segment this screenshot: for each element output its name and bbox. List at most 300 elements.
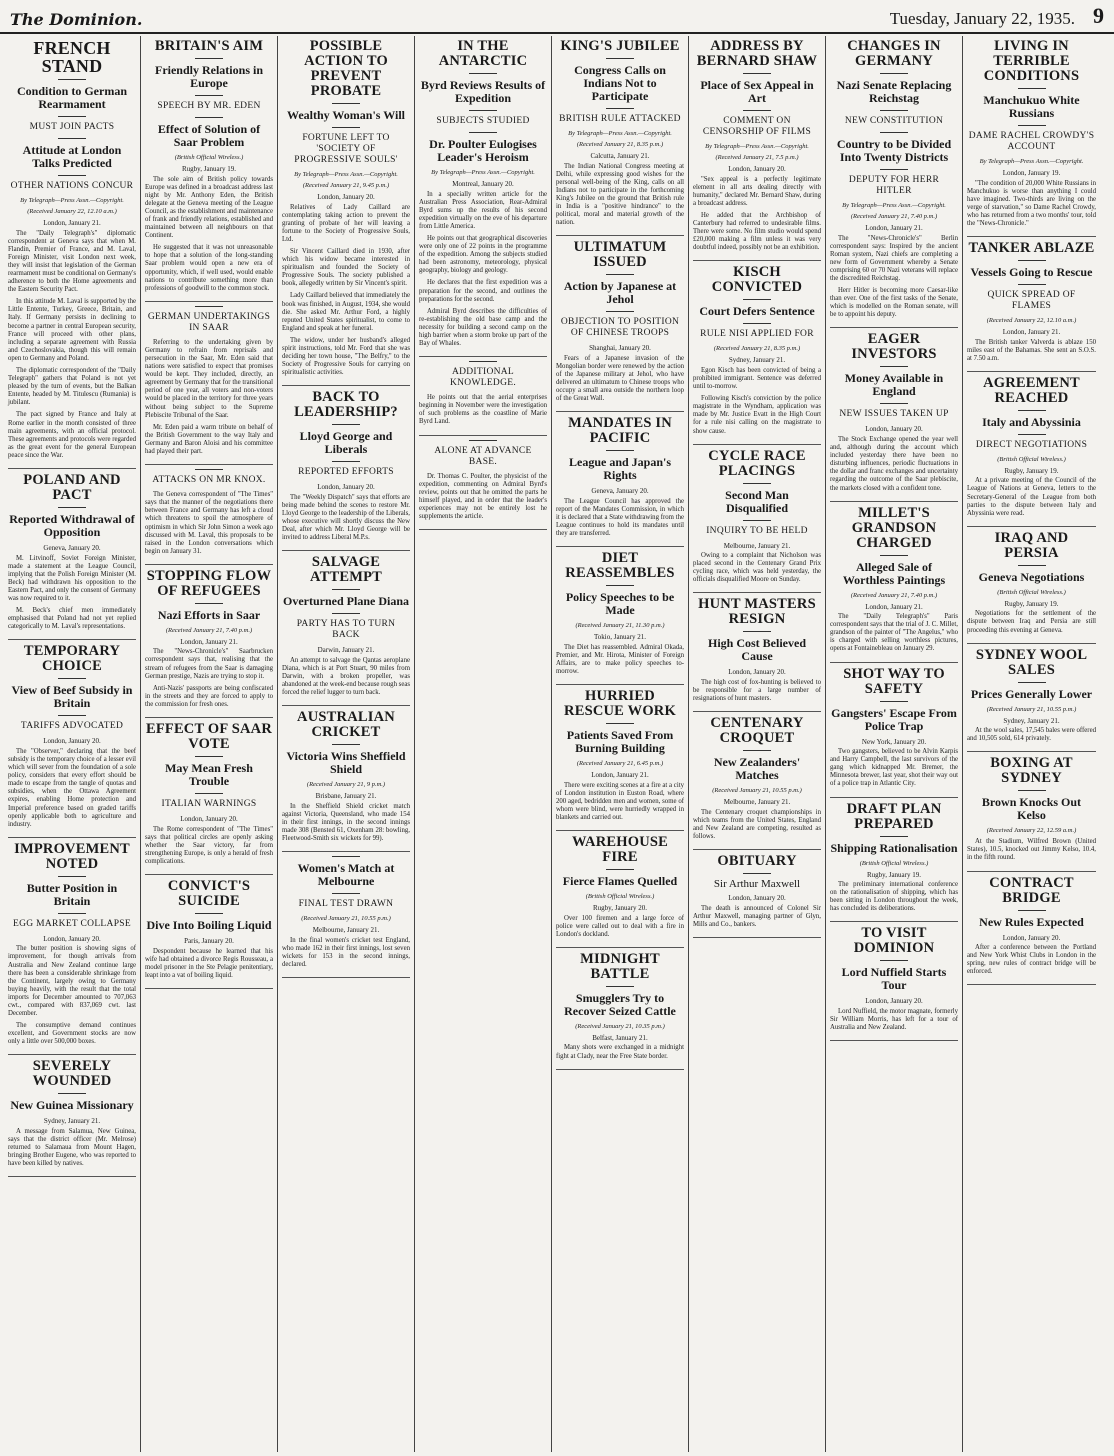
article (282, 39, 410, 386)
divider (58, 138, 86, 139)
divider (880, 132, 908, 133)
headline: FRENCH STAND (33, 38, 111, 76)
body-paragraph: The "Daily Telegraph's" diplomatic correspondent at Geneva says that when M. Flandin, Premier of France, and M. Laval, Foreign Minister, visit London next week, they will insist that legislation of the German rearmament must be conditional on Germany's adherence to both the Home agreements and the Eastern Security Pact. (8, 229, 136, 294)
body-paragraph: Lord Nuffield, the motor magnate, formerly Sir William Morris, has left for a tour of Australia and New Zealand. (830, 1007, 958, 1032)
dateline: Melbourne, January 21. (312, 926, 380, 935)
dateline: Shanghai, January 20. (589, 344, 651, 353)
section-deck: COMMENT ON CENSORSHIP OF FILMS (702, 116, 812, 137)
article (556, 952, 684, 1070)
dateline: Belfast, January 21. (592, 1033, 648, 1042)
article (967, 376, 1096, 527)
divider (58, 116, 86, 117)
body-paragraph: The high cost of fox-hunting is believed to be responsible for a large number of resignations of hunt masters. (693, 678, 821, 703)
wire-credit: By Telegraph—Press Assn.—Copyright. (568, 130, 672, 137)
subheadline: League and Japan's Rights (568, 455, 672, 483)
headline: WAREHOUSE FIRE (571, 834, 669, 866)
dateline: London, January 21. (180, 637, 238, 646)
wire-credit: (British Official Wireless.) (174, 154, 244, 161)
dateline: London, January 20. (317, 193, 375, 201)
section-deck: OBJECTION TO POSITION OF CHINESE TROOPS (560, 317, 680, 339)
subheadline: Dive Into Boiling Liquid (146, 918, 272, 932)
body-paragraph: M. Litvinoff, Soviet Foreign Minister, made a statement at the League Council, implying that the Polish Foreign Minister (M. Beck) had withdrawn his opposition to the Eastern Pact, and only the consent of Germany was now required to it. (8, 554, 136, 602)
subheadline: Reported Withdrawal of Opposition (9, 512, 135, 540)
subheadline: Lloyd George and Liberals (299, 429, 393, 457)
subheadline: Manchukuo White Russians (983, 93, 1080, 120)
wire-credit: By Telegraph—Press Assn.—Copyright. (294, 171, 398, 178)
dateline: London, January 21. (591, 771, 649, 780)
divider (1018, 260, 1046, 261)
article (967, 876, 1096, 986)
body-paragraph: The preliminary international conference on the rationalisation of shipping, which has been sitting in London throughout the week, has concluded its deliberations. (830, 881, 958, 913)
body-paragraph: Negotiations for the settlement of the dispute between Iraq and Persia are still proceeding this evening at Geneva. (967, 610, 1096, 634)
headline: AUSTRALIAN CRICKET (297, 709, 395, 741)
subheadline: Byrd Reviews Results of Expedition (420, 78, 546, 105)
article (830, 667, 958, 798)
dateline: Geneva, January 20. (591, 487, 649, 496)
headline: IRAQ AND PERSIA (994, 529, 1069, 561)
headline: TO VISIT DOMINION (853, 925, 935, 957)
subheadline: Italy and Abyssinia (982, 414, 1081, 429)
body-paragraph: "The condition of 20,000 White Russians in Manchukuo is worse than anything I could have imagined. Two-thirds are living on the verge of starvation," so Dame Rachel Crowdy, who has returned from a two months' tour, told the "News-Chronicle." (967, 179, 1096, 227)
received-time: (Received January 21, 10.35 p.m.) (575, 1022, 665, 1030)
received-time: (Received January 21, 8.35 p.m.) (576, 141, 664, 148)
section-deck: INQUIRY TO BE HELD (706, 525, 808, 536)
body-paragraph: In this attitude M. Laval is supported by the Little Entente, Turkey, Greece, Britain, and Italy. If Germany persists in declining to become a partner in central European security, France will proceed with other plans, including a separate agreement with Russia and Czechoslovakia, though this will remain open to Germany and Poland. (8, 298, 136, 362)
received-time: (Received January 21, 9.45 p.m.) (302, 182, 390, 189)
divider (606, 108, 634, 109)
article (967, 241, 1096, 372)
subheadline: Congress Calls on Indians Not to Participate (574, 63, 666, 103)
article (830, 506, 958, 663)
received-time: (Received January 21, 7.5 p.m.) (715, 154, 799, 161)
divider (606, 311, 634, 312)
dateline: London, January 19. (1002, 169, 1061, 177)
dateline: Geneva, January 20. (43, 544, 101, 553)
wire-credit: (British Official Wireless.) (997, 455, 1066, 463)
body-paragraph: In the Sheffield Shield cricket match against Victoria, Queensland, who made 154 in their first innings, in the second innings made 308 (Bensted 61, Oxenham 28: bowling, Fleetwood-Smith six wickets for 99). (282, 802, 410, 843)
section-deck: ALONE AT ADVANCE BASE. (434, 445, 532, 467)
headline: CONTRACT BRIDGE (989, 874, 1074, 906)
section-deck: OTHER NATIONS CONCUR (10, 181, 134, 191)
divider (469, 132, 497, 133)
dateline: London, January 20. (865, 425, 923, 434)
divider (1018, 434, 1046, 435)
divider (1018, 88, 1046, 89)
divider (469, 73, 497, 74)
headline: BACK TO LEADERSHIP? (294, 389, 398, 421)
subheadline: Place of Sex Appeal in Art (700, 78, 814, 105)
page-number: 9 (1093, 3, 1104, 28)
section-deck: QUICK SPREAD OF FLAMES (987, 290, 1076, 312)
dateline: London, January 21. (865, 224, 923, 232)
body-paragraph: Referring to the undertaking given by Germany to refrain from reprisals and persecution in the Saar, Mr. Eden said that nations were satisfied to expect that promises would be kept. They included, directly, an agreement by Germany that for the transitional period of one year, all voters and non-voters would be placed in the territory for three years without being subject to the Supreme Plebiscite Tribunal of the Saar. (145, 338, 273, 419)
divider (1018, 910, 1046, 911)
subheadline: Nazi Senate Replacing Reichstag (836, 78, 952, 105)
received-time: (Received January 21, 7.40 p.m.) (850, 591, 938, 599)
body-paragraph: The Rome correspondent of "The Times" says that political circles are openly asking whether the Saar victory, far from strengthening Europe, is only a herald of fresh complications. (145, 825, 273, 865)
dateline: London, January 21. (865, 602, 923, 611)
divider (880, 169, 908, 170)
body-paragraph: Over 100 firemen and a large force of police were called out to deal with a fire in London's dockland. (556, 914, 684, 938)
divider (743, 750, 771, 751)
body-paragraph: There were exciting scenes at a fire at a city of London institution in Euston Road, where 200 aged, bedridden men and women, some of whom were blind, were hurriedly wrapped in blankets and carried out. (556, 781, 684, 822)
divider (606, 986, 634, 987)
body-paragraph: An attempt to salvage the Qantas aeroplane Diana, which is at Port Stuart, 90 miles from Darwin, with a broken propeller, was abandoned at the week-end because rough seas forced the relief lugger to turn back. (282, 656, 410, 697)
section-deck: SPEECH BY MR. EDEN (157, 101, 261, 111)
subheadline: Condition to German Rearmament (16, 84, 127, 111)
divider (743, 299, 771, 300)
divider (332, 893, 360, 894)
dateline: London, January 21. (43, 219, 101, 227)
article (556, 689, 684, 831)
divider (743, 110, 771, 111)
divider (195, 913, 223, 914)
body-paragraph: Mr. Eden paid a warm tribute on behalf of the British Government to the way Italy and Germany and Baron Aloisi and his committee had played their part. (145, 423, 273, 456)
article (693, 39, 821, 261)
headline: SEVERELY WOUNDED (32, 1058, 112, 1090)
section-deck: ADDITIONAL KNOWLEDGE. (449, 367, 517, 389)
article (145, 306, 273, 465)
received-time: (Received January 21, 10.55 p.m.) (301, 915, 391, 923)
subheadline: Brown Knocks Out Kelso (981, 795, 1082, 823)
divider (606, 274, 634, 275)
article (830, 802, 958, 923)
dateline: Melbourne, January 21. (723, 798, 791, 807)
divider (606, 450, 634, 451)
body-paragraph: The "News-Chronicle's" Berlin correspondent says: Inspired by the ancient Roman system, Nazi chiefs are completing a new form of Government whereby a Senate comprising 60 or 70 Nazi veterans will replace the discredited Reichstag. (830, 234, 958, 282)
divider (58, 175, 86, 176)
headline: HUNT MASTERS RESIGN (698, 596, 816, 628)
column-2 (141, 36, 278, 1452)
divider (606, 58, 634, 59)
headline: STOPPING FLOW OF REFUGEES (146, 567, 272, 599)
body-paragraph: The consumptive demand continues excellent, and Government stocks are now only a little over 500,000 boxes. (8, 1022, 136, 1046)
dateline: Montreal, January 20. (452, 180, 514, 188)
divider (743, 873, 771, 874)
body-paragraph: The Centenary croquet championships in which teams from the United States, England and New Zealand are competing, resulted as follows. (693, 808, 821, 841)
divider (195, 306, 223, 307)
headline: AGREEMENT REACHED (983, 374, 1080, 406)
divider (880, 701, 908, 702)
subheadline: Fierce Flames Quelled (562, 874, 678, 889)
article (556, 551, 684, 685)
body-paragraph: At the wool sales, 17,545 bales were offered and 10,505 sold, 614 privately. (967, 727, 1096, 743)
article (693, 854, 821, 938)
article (419, 361, 547, 435)
headline: LIVING IN TERRIBLE CONDITIONS (983, 38, 1080, 84)
headline: POLAND AND PACT (23, 472, 121, 504)
dateline: Rugby, January 19. (867, 870, 921, 879)
divider (195, 756, 223, 757)
section-deck: FINAL TEST DRAWN (298, 899, 394, 910)
article (967, 756, 1096, 871)
body-paragraph: "Sex appeal is a perfectly legitimate element in all arts dealing directly with humanity," declared Mr. Bernard Shaw, during a broadcast address. (693, 175, 821, 207)
body-paragraph: He suggested that it was not unreasonable to hope that a solution of the long-standing Saar problem would open a new era of opportunity, which, if well used, would enable nations to contribute something more than professions of goodwill to the common stock. (145, 244, 273, 292)
received-time: (Received January 22, 12.59 a.m.) (986, 827, 1077, 835)
subheadline: Lord Nuffield Starts Tour (841, 965, 947, 993)
article (282, 856, 410, 978)
divider (880, 73, 908, 74)
body-paragraph: The butter position is showing signs of improvement, for though arrivals from Australia and New Zealand continue large there has been a considerable shrinkage from the Continent, largely owing to Germany buying heavily, with the result that the total imports for December amounted to 707,063 cwt., compared with 837,069 cwt. last December. (8, 945, 136, 1018)
received-time: (Received January 22, 12.10 a.m.) (27, 208, 117, 215)
body-paragraph: Dr. Thomas C. Poulter, the physicist of the expedition, commenting on Admiral Byrd's review, points out that he omitted the parts he himself played, and in order that the leader's experiences may not be entirely lost he supplements the article. (419, 472, 547, 521)
divider (332, 856, 360, 857)
subheadline: Court Defers Sentence (699, 304, 815, 319)
body-paragraph: A message from Salamua, New Guinea, says that the district officer (Mr. Melrose) returned to Salamaua from Mount Hagen, bringing Brother Eugene, who was reported to have been killed by natives. (8, 1127, 136, 1168)
subheadline: High Cost Believed Cause (708, 636, 806, 664)
section-deck: FORTUNE LEFT TO 'SOCIETY OF PROGRESSIVE SOULS' (294, 133, 398, 165)
dateline: Rugby, January 19. (182, 165, 236, 173)
divider (332, 461, 360, 462)
article (693, 265, 821, 444)
headline: MANDATES IN PACIFIC (568, 415, 672, 447)
body-paragraph: The death is announced of Colonel Sir Arthur Maxwell, managing partner of Glyn, Mills and Co., bankers. (693, 904, 821, 928)
headline: SALVAGE ATTEMPT (309, 554, 383, 586)
wire-credit: By Telegraph—Press Assn.—Copyright. (842, 202, 946, 209)
section-deck: NEW ISSUES TAKEN UP (839, 409, 949, 420)
column-3 (278, 36, 415, 1452)
headline: IMPROVEMENT NOTED (14, 840, 130, 872)
body-paragraph: Despondent because he learned that his wife had obtained a divorce Regis Rousseau, a model prisoner in the Ste Pelagie penitentiary, leapt into a vat of boiling liquid. (145, 947, 273, 979)
column-8 (963, 36, 1100, 1452)
divider (743, 520, 771, 521)
body-paragraph: Owing to a complaint that Nicholson was placed second in the Centenary Grand Prix cycling race, which was held yesterday, the officials disqualified Moore on Sunday. (693, 552, 821, 584)
subheadline: Overturned Plane Diana (283, 594, 409, 609)
subheadline: Shipping Rationalisation (830, 840, 958, 855)
body-paragraph: The sole aim of British policy towards Europe was defined in a broadcast address last night by Mr. Anthony Eden, the British delegate at the Geneva meeting of the League Council, as the establishment and maintenance of frank and friendly relations, established and maintained between all neighbours on that Continent. (145, 175, 273, 240)
article (145, 569, 273, 718)
dateline: Calcutta, January 21. (590, 152, 650, 160)
divider (880, 960, 908, 961)
body-paragraph: Admiral Byrd describes the difficulties of re-establishing the old base camp and the necessity for building a second camp on the high barrier when a storm broke up part of the Bay of Whales. (419, 307, 547, 348)
dateline: Melbourne, January 21. (723, 541, 791, 550)
wire-credit: (British Official Wireless.) (997, 588, 1066, 596)
body-paragraph: He added that the Archbishop of Canterbury had referred to undesirable films. There were some. No film studio would spend £20,000 making a film unless it was very doubtful indeed, possibly not be an exhibition. (693, 211, 821, 252)
section-deck: DEPUTY FOR HERR HITLER (848, 175, 940, 196)
headline: DRAFT PLAN PREPARED (846, 800, 942, 832)
divider (469, 110, 497, 111)
body-paragraph: The diplomatic correspondent of the "Daily Telegraph" gathers that Poland is not yet pleased by the turn of events, but the Balkan Entente, headed by M. Titulescu (Rumania) is jubilant. (8, 367, 136, 407)
body-paragraph: The "News-Chronicle's" Saarbrucken correspondent says that, realising that the stream of refugees from the Saar is damaging German prestige, Nazis are trying to stop it. (145, 648, 273, 680)
body-paragraph: Anti-Nazis' passports are being confiscated in the streets and they are forced to apply to the commission for fresh ones. (145, 684, 273, 708)
divider (606, 585, 634, 586)
subheadline: Prices Generally Lower (970, 686, 1093, 701)
body-paragraph: At a private meeting of the Council of the League of Nations at Geneva, letters to the Secretary-General of the League from both parties to the dispute between Italy and Abyssinia were read. (967, 477, 1096, 517)
subheadline: Vessels Going to Rescue (970, 265, 1093, 280)
article (8, 39, 136, 469)
subheadline: Wealthy Woman's Will (286, 108, 406, 122)
dateline: Sydney, January 21. (728, 356, 786, 365)
divider (743, 73, 771, 74)
headline: KISCH CONVICTED (711, 264, 803, 296)
section-deck: EGG MARKET COLLAPSE (13, 918, 131, 929)
article (145, 469, 273, 565)
divider (195, 469, 223, 470)
article (556, 39, 684, 236)
divider (880, 366, 908, 367)
body-paragraph: Sir Vincent Caillard died in 1930, after which his widow became interested in spiritualism and founded the Society of Progressive Souls. The society published a book, allegedly written by Sir Vincent's spirit. (282, 247, 410, 288)
divider (195, 58, 223, 59)
dateline: London, January 20. (728, 165, 786, 173)
dateline: London, January 20. (728, 894, 786, 903)
article (145, 722, 273, 875)
divider (332, 127, 360, 128)
received-time: (Received January 21, 10.55 p.m.) (712, 787, 802, 795)
article (8, 1059, 136, 1177)
article (145, 39, 273, 302)
headline: ULTIMATUM ISSUED (573, 239, 667, 271)
subheadline: Geneva Negotiations (978, 569, 1085, 584)
obituary-name: Sir Arthur Maxwell (713, 878, 801, 891)
dateline: Paris, January 20. (184, 937, 234, 945)
column-7 (826, 36, 963, 1452)
dateline: London, January 21. (1002, 328, 1061, 337)
body-paragraph: The pact signed by France and Italy at Rome earlier in the month consisted of three main agreements, with an official protocol. These agreements and protocols were regarded as the great event for the general European peace since the War. (8, 411, 136, 459)
headline: EFFECT OF SAAR VOTE (145, 721, 273, 753)
masthead-right (890, 3, 1104, 29)
received-time: (Received January 21, 9 p.m.) (306, 781, 386, 789)
newspaper-columns (0, 34, 1114, 1452)
section-deck: REPORTED EFFORTS (298, 467, 394, 478)
headline: IN THE ANTARCTIC (438, 38, 528, 69)
section-deck: DIRECT NEGOTIATIONS (975, 439, 1088, 450)
body-paragraph: The Diet has reassembled. Admiral Okada, Premier, and Mr. Hirota, Minister of Foreign Affairs, are to make policy speeches to-morrow. (556, 643, 684, 676)
section-deck: PARTY HAS TO TURN BACK (296, 619, 396, 641)
dateline: Tokio, January 21. (593, 633, 646, 642)
subheadline: New Guinea Missionary (10, 1098, 134, 1113)
subheadline: Alleged Sale of Worthless Paintings (842, 559, 946, 587)
article (830, 926, 958, 1041)
subheadline: New Rules Expected (979, 914, 1084, 929)
received-time: (Received January 21, 11.30 p.m.) (575, 622, 665, 630)
subheadline: Nazi Efforts in Saar (157, 607, 261, 622)
subheadline: Action by Japanese at Jehol (563, 279, 677, 307)
divider (1018, 790, 1046, 791)
divider (743, 483, 771, 484)
article (830, 332, 958, 501)
subheadline: Smugglers Try to Recover Seized Cattle (564, 990, 676, 1018)
divider (332, 613, 360, 614)
headline: CYCLE RACE PLACINGS (708, 447, 806, 479)
headline: MILLET'S GRANDSON CHARGED (851, 504, 937, 551)
divider (58, 79, 86, 80)
dateline: London, January 20. (317, 483, 375, 492)
divider (195, 793, 223, 794)
divider (606, 723, 634, 724)
divider (332, 589, 360, 590)
article (282, 710, 410, 852)
headline: ADDRESS BY BERNARD SHAW (696, 38, 818, 69)
article (8, 644, 136, 837)
divider (880, 110, 908, 111)
article (282, 390, 410, 551)
dateline: London, January 20. (43, 934, 101, 943)
subheadline: Butter Position in Britain (26, 880, 118, 908)
column-6 (689, 36, 826, 1452)
body-paragraph: The Geneva correspondent of "The Times" says that the manner of the negotiations there between France and Germany has left a cloud which threatens to spoil the atmosphere of optimism in which Sir John Simon a week ago discussed with M. Laval, this proposals to be raised in the London conversations which begin on January 31. (145, 491, 273, 555)
divider (332, 744, 360, 745)
wire-credit: (British Official Wireless.) (859, 859, 929, 867)
subheadline: Women's Match at Melbourne (297, 861, 395, 889)
subheadline: View of Beef Subsidy in Britain (11, 683, 133, 711)
body-paragraph: Relatives of Lady Caillard are contemplating taking action to prevent the granting of probate of her will leaving a fortune to the Society of Progressive Souls, Ltd. (282, 203, 410, 243)
article (967, 531, 1096, 644)
divider (1018, 565, 1046, 566)
wire-credit: (British Official Wireless.) (585, 893, 655, 901)
article (282, 555, 410, 706)
headline: BRITAIN'S AIM (154, 38, 264, 54)
subheadline: May Mean Fresh Trouble (165, 761, 253, 789)
body-paragraph: The widow, under her husband's alleged spirit instructions, told Mr. Ford that she was deciding her town house, "The Belfry," to the Society of Progressive Souls for carrying on spiritualistic activities. (282, 336, 410, 377)
divider (880, 555, 908, 556)
article (556, 240, 684, 412)
subheadline: Friendly Relations in Europe (154, 63, 263, 90)
body-paragraph: Herr Hitler is becoming more Caesar-like than ever. One of the first tasks of the Senate, which is modelled on the Roman senate, will be to appoint his deputy. (830, 287, 958, 319)
divider (743, 323, 771, 324)
body-paragraph: M. Beck's chief men immediately emphasised that Poland had not yet replied categorically to M. Laval's representations. (8, 607, 136, 631)
dateline: Sydney, January 21. (43, 1117, 101, 1126)
divider (469, 361, 497, 362)
divider (195, 603, 223, 604)
section-deck: TARIFFS ADVOCATED (20, 721, 124, 732)
subheadline: Dr. Poulter Eulogises Leader's Heroism (429, 137, 537, 164)
divider (1018, 410, 1046, 411)
dateline: Darwin, January 21. (317, 646, 375, 655)
body-paragraph: In the final women's cricket test England, who made 162 in their first innings, lost seven wickets for 153 in the second innings, declared. (282, 936, 410, 969)
column-1 (4, 36, 141, 1452)
body-paragraph: Following Kisch's conviction by the police magistrate in the Wyndham, application was made by Mr. Justice Evatt in the High Court for a rule nisi calling on the magistrate to show cause. (693, 395, 821, 435)
headline: EAGER INVESTORS (851, 331, 937, 363)
divider (58, 913, 86, 914)
divider (880, 403, 908, 404)
section-deck: MUST JOIN PACTS (29, 122, 115, 132)
divider (880, 836, 908, 837)
section-deck: GERMAN UNDERTAKINGS IN SAAR (147, 311, 271, 333)
headline: MIDNIGHT BATTLE (580, 950, 660, 982)
article (830, 39, 958, 328)
dateline: Brisbane, January 21. (315, 792, 377, 801)
dateline: Rugby, January 19. (1004, 466, 1059, 475)
section-deck: DAME RACHEL CROWDY'S ACCOUNT (968, 131, 1095, 152)
section-deck: NEW CONSTITUTION (844, 116, 944, 126)
received-time: (Received January 21, 7.40 p.m.) (850, 213, 938, 220)
headline: OBITUARY (717, 853, 797, 870)
newspaper-title: The Dominion. (10, 10, 143, 29)
dateline: Rugby, January 20. (593, 904, 647, 913)
article (556, 416, 684, 547)
headline: CONVICT'S SUICIDE (167, 878, 251, 909)
article (8, 842, 136, 1056)
received-time: (Received January 21, 7.40 p.m.) (165, 626, 253, 634)
headline: CHANGES IN GERMANY (847, 38, 941, 69)
wire-credit: By Telegraph—Press Assn.—Copyright. (705, 143, 809, 150)
wire-credit: By Telegraph—Press Assn.—Copyright. (979, 158, 1084, 165)
divider (1018, 682, 1046, 683)
headline: POSSIBLE ACTION TO PREVENT PROBATE (304, 38, 388, 99)
subheadline: Country to be Divided Into Twenty Districts (836, 137, 952, 164)
body-paragraph: The "Weekly Dispatch" says that efforts are being made behind the scenes to restore Mr. Lloyd George to the leadership of the Liberals, whose executive will shortly discuss the New Deal, after which Mr. Lloyd George will be invited to address Liberal M.P.s. (282, 493, 410, 542)
headline: HURRIED RESCUE WORK (564, 688, 676, 720)
body-paragraph: Lady Caillard believed that immediately the book was finished, in August, 1934, she would die. She asked Mr. Arthur Ford, a highly reputed United States spiritualist, to come to England and speak at her funeral. (282, 292, 410, 332)
divider (58, 876, 86, 877)
received-time: (Received January 21, 10.55 p.m.) (986, 705, 1077, 713)
body-paragraph: The Indian National Congress meeting at Delhi, while expressing good wishes for the personal well-being of the King, calls on all Indians not to participate in the forthcoming King's Jubilee on the ground that British rule in India is a "positive hindrance" to the political, moral and material growth of the nation. (556, 162, 684, 227)
masthead (0, 0, 1114, 34)
divider (58, 678, 86, 679)
divider (743, 631, 771, 632)
divider (58, 507, 86, 508)
body-paragraph: The League Council has approved the report of the Mandates Commission, in which it is declared that a State withdrawing from the League continues to hold its mandates until they are transferred. (556, 497, 684, 538)
